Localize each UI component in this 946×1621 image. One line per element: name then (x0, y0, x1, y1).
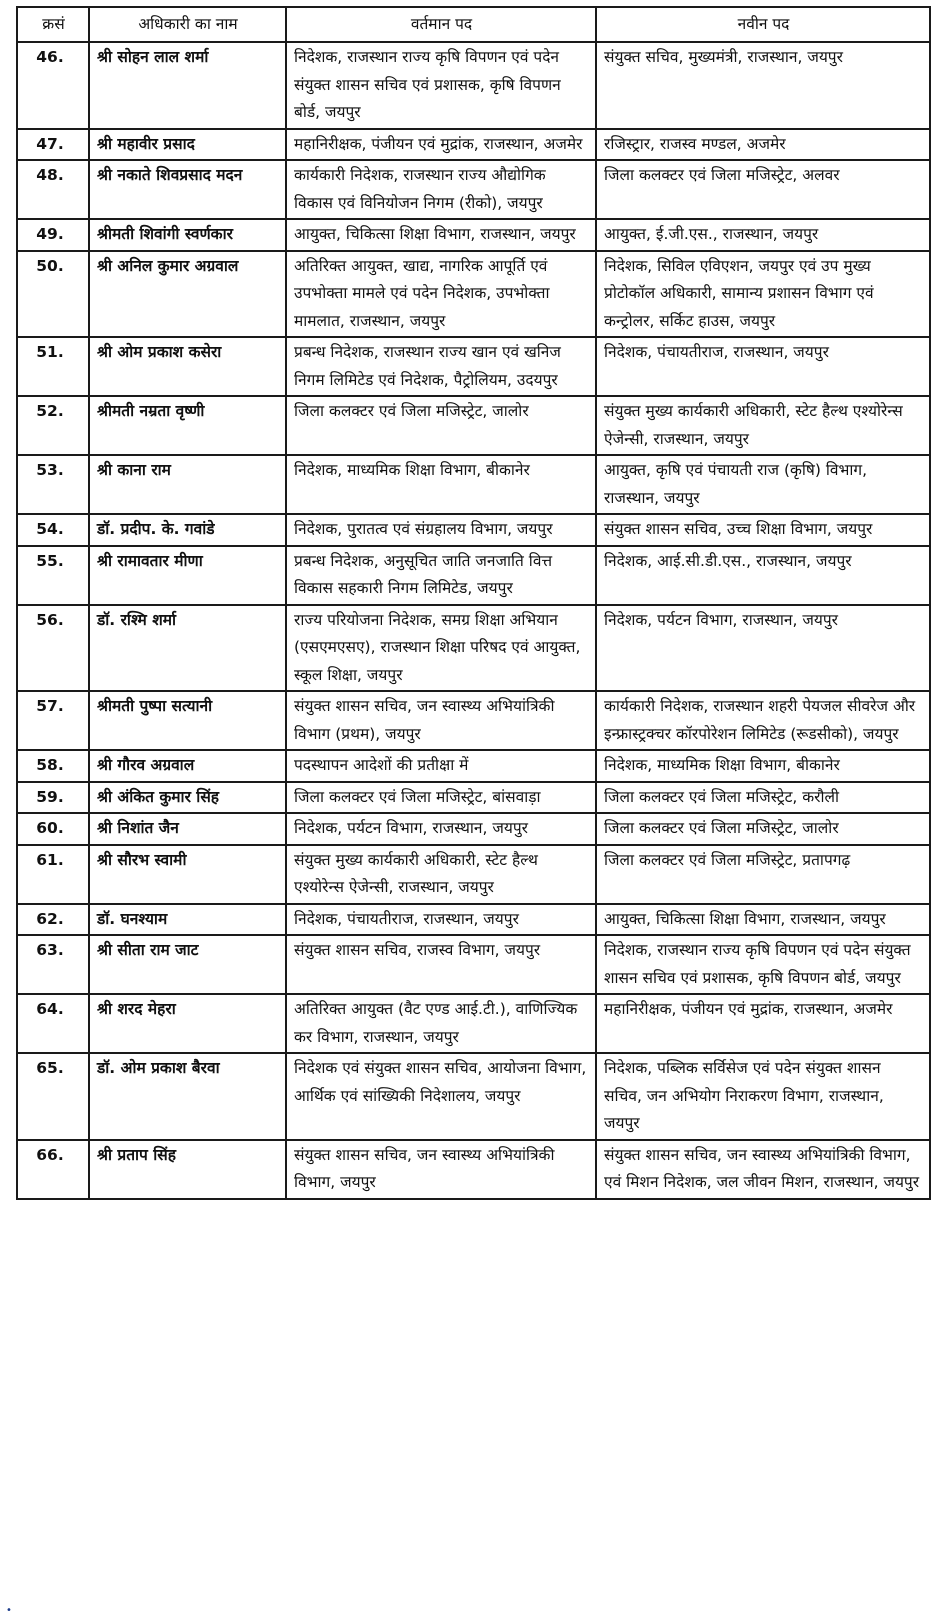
new-post: जिला कलक्टर एवं जिला मजिस्ट्रेट, अलवर (596, 160, 930, 219)
serial-number: 50. (17, 251, 89, 338)
serial-number: 59. (17, 782, 89, 814)
serial-number: 64. (17, 994, 89, 1053)
new-post: रजिस्ट्रार, राजस्व मण्डल, अजमेर (596, 129, 930, 161)
current-post: संयुक्त शासन सचिव, जन स्वास्थ्य अभियांत्रिकी विभाग, जयपुर (286, 1140, 596, 1199)
serial-number: 53. (17, 455, 89, 514)
table-row (17, 337, 930, 396)
new-post: निदेशक, आई.सी.डी.एस., राजस्थान, जयपुर (596, 546, 930, 605)
current-post: संयुक्त मुख्य कार्यकारी अधिकारी, स्टेट हैल्थ एश्योरेन्स ऐजेन्सी, राजस्थान, जयपुर (286, 845, 596, 904)
current-post: निदेशक, पंचायतीराज, राजस्थान, जयपुर (286, 904, 596, 936)
new-post: संयुक्त शासन सचिव, उच्च शिक्षा विभाग, जयपुर (596, 514, 930, 546)
officer-name: श्री अंकित कुमार सिंह (89, 782, 286, 814)
header-current-post: वर्तमान पद (286, 7, 596, 42)
new-post: आयुक्त, ई.जी.एस., राजस्थान, जयपुर (596, 219, 930, 251)
new-post: निदेशक, पब्लिक सर्विसेज एवं पदेन संयुक्त शासन सचिव, जन अभियोग निराकरण विभाग, राजस्थान, जयपुर (596, 1053, 930, 1140)
officer-name: श्री काना राम (89, 455, 286, 514)
current-post: निदेशक, माध्यमिक शिक्षा विभाग, बीकानेर (286, 455, 596, 514)
officer-name: डॉ. ओम प्रकाश बैरवा (89, 1053, 286, 1140)
new-post: संयुक्त सचिव, मुख्यमंत्री, राजस्थान, जयपुर (596, 42, 930, 129)
serial-number: 66. (17, 1140, 89, 1199)
current-post: निदेशक, राजस्थान राज्य कृषि विपणन एवं पदेन संयुक्त शासन सचिव एवं प्रशासक, कृषि विपणन बोर्ड, जयपुर (286, 42, 596, 129)
table-row (17, 455, 930, 514)
current-post: राज्य परियोजना निदेशक, समग्र शिक्षा अभियान (एसएमएसए), राजस्थान शिक्षा परिषद एवं आयुक्त, स्कूल शिक्षा, जयपुर (286, 605, 596, 692)
serial-number: 47. (17, 129, 89, 161)
current-post: जिला कलक्टर एवं जिला मजिस्ट्रेट, जालोर (286, 396, 596, 455)
table-row (17, 251, 930, 338)
officer-name: श्री गौरव अग्रवाल (89, 750, 286, 782)
new-post: निदेशक, सिविल एविएशन, जयपुर एवं उप मुख्य प्रोटोकॉल अधिकारी, सामान्य प्रशासन विभाग एवं कन्ट्रोलर, सर्किट हाउस, जयपुर (596, 251, 930, 338)
transfer-table (16, 6, 931, 1200)
serial-number: 48. (17, 160, 89, 219)
table-row (17, 514, 930, 546)
officer-name: श्री निशांत जैन (89, 813, 286, 845)
serial-number: 52. (17, 396, 89, 455)
serial-number: 62. (17, 904, 89, 936)
serial-number: 51. (17, 337, 89, 396)
current-post: निदेशक एवं संयुक्त शासन सचिव, आयोजना विभाग, आर्थिक एवं सांख्यिकी निदेशालय, जयपुर (286, 1053, 596, 1140)
officer-name: डॉ. घनश्याम (89, 904, 286, 936)
officer-name: श्रीमती शिवांगी स्वर्णकार (89, 219, 286, 251)
officer-name: श्री ओम प्रकाश कसेरा (89, 337, 286, 396)
table-row (17, 42, 930, 129)
new-post: निदेशक, राजस्थान राज्य कृषि विपणन एवं पदेन संयुक्त शासन सचिव एवं प्रशासक, कृषि विपणन बोर्ड, जयपुर (596, 935, 930, 994)
current-post: संयुक्त शासन सचिव, राजस्व विभाग, जयपुर (286, 935, 596, 994)
current-post: प्रबन्ध निदेशक, राजस्थान राज्य खान एवं खनिज निगम लिमिटेड एवं निदेशक, पैट्रोलियम, उदयपुर (286, 337, 596, 396)
current-post: महानिरीक्षक, पंजीयन एवं मुद्रांक, राजस्थान, अजमेर (286, 129, 596, 161)
officer-name: श्री अनिल कुमार अग्रवाल (89, 251, 286, 338)
officer-name: श्री रामावतार मीणा (89, 546, 286, 605)
officer-name: डॉ. प्रदीप. के. गवांडे (89, 514, 286, 546)
new-post: निदेशक, पर्यटन विभाग, राजस्थान, जयपुर (596, 605, 930, 692)
officer-name: श्री प्रताप सिंह (89, 1140, 286, 1199)
new-post: आयुक्त, कृषि एवं पंचायती राज (कृषि) विभाग, राजस्थान, जयपुर (596, 455, 930, 514)
table-row (17, 782, 930, 814)
new-post: जिला कलक्टर एवं जिला मजिस्ट्रेट, जालोर (596, 813, 930, 845)
officer-name: श्री महावीर प्रसाद (89, 129, 286, 161)
serial-number: 61. (17, 845, 89, 904)
table-row (17, 935, 930, 994)
current-post: प्रबन्ध निदेशक, अनुसूचित जाति जनजाति वित्त विकास सहकारी निगम लिमिटेड, जयपुर (286, 546, 596, 605)
serial-number: 57. (17, 691, 89, 750)
serial-number: 49. (17, 219, 89, 251)
table-row (17, 994, 930, 1053)
officer-name: श्रीमती पुष्पा सत्यानी (89, 691, 286, 750)
table-row (17, 1053, 930, 1140)
table-row (17, 219, 930, 251)
table-header (17, 7, 930, 42)
current-post: संयुक्त शासन सचिव, जन स्वास्थ्य अभियांत्रिकी विभाग (प्रथम), जयपुर (286, 691, 596, 750)
new-post: कार्यकारी निदेशक, राजस्थान शहरी पेयजल सीवरेज और इन्फ्रास्ट्रक्चर कॉरपोरेशन लिमिटेड (रूडसीको), जयपुर (596, 691, 930, 750)
officer-name: श्री सीता राम जाट (89, 935, 286, 994)
current-post: जिला कलक्टर एवं जिला मजिस्ट्रेट, बांसवाड़ा (286, 782, 596, 814)
table-row (17, 904, 930, 936)
serial-number: 60. (17, 813, 89, 845)
serial-number: 55. (17, 546, 89, 605)
officer-name: श्री नकाते शिवप्रसाद मदन (89, 160, 286, 219)
serial-number: 54. (17, 514, 89, 546)
header-serial: क्रसं (17, 7, 89, 42)
serial-number: 63. (17, 935, 89, 994)
new-post: महानिरीक्षक, पंजीयन एवं मुद्रांक, राजस्थान, अजमेर (596, 994, 930, 1053)
new-post: निदेशक, पंचायतीराज, राजस्थान, जयपुर (596, 337, 930, 396)
officer-name: श्री सौरभ स्वामी (89, 845, 286, 904)
current-post: निदेशक, पुरातत्व एवं संग्रहालय विभाग, जयपुर (286, 514, 596, 546)
table-row (17, 396, 930, 455)
table-row (17, 813, 930, 845)
table-row (17, 750, 930, 782)
current-post: अतिरिक्त आयुक्त, खाद्य, नागरिक आपूर्ति एवं उपभोक्ता मामले एवं पदेन निदेशक, उपभोक्ता मामलात, राजस्थान, जयपुर (286, 251, 596, 338)
table-row (17, 1140, 930, 1199)
officer-name: श्री शरद मेहरा (89, 994, 286, 1053)
current-post: कार्यकारी निदेशक, राजस्थान राज्य औद्योगिक विकास एवं विनियोजन निगम (रीको), जयपुर (286, 160, 596, 219)
new-post: जिला कलक्टर एवं जिला मजिस्ट्रेट, करौली (596, 782, 930, 814)
table-row (17, 160, 930, 219)
table-row (17, 546, 930, 605)
officer-name: श्रीमती नम्रता वृष्णी (89, 396, 286, 455)
table-body (17, 42, 930, 1199)
serial-number: 58. (17, 750, 89, 782)
new-post: संयुक्त शासन सचिव, जन स्वास्थ्य अभियांत्रिकी विभाग, एवं मिशन निदेशक, जल जीवन मिशन, राजस्थान, जयपुर (596, 1140, 930, 1199)
serial-number: 56. (17, 605, 89, 692)
new-post: निदेशक, माध्यमिक शिक्षा विभाग, बीकानेर (596, 750, 930, 782)
current-post: पदस्थापन आदेशों की प्रतीक्षा में (286, 750, 596, 782)
new-post: संयुक्त मुख्य कार्यकारी अधिकारी, स्टेट हैल्थ एश्योरेन्स ऐजेन्सी, राजस्थान, जयपुर (596, 396, 930, 455)
table-row (17, 691, 930, 750)
current-post: अतिरिक्त आयुक्त (वैट एण्ड आई.टी.), वाणिज्यिक कर विभाग, राजस्थान, जयपुर (286, 994, 596, 1053)
new-post: जिला कलक्टर एवं जिला मजिस्ट्रेट, प्रतापगढ़ (596, 845, 930, 904)
header-new-post: नवीन पद (596, 7, 930, 42)
current-post: आयुक्त, चिकित्सा शिक्षा विभाग, राजस्थान, जयपुर (286, 219, 596, 251)
current-post: निदेशक, पर्यटन विभाग, राजस्थान, जयपुर (286, 813, 596, 845)
header-officer-name: अधिकारी का नाम (89, 7, 286, 42)
serial-number: 46. (17, 42, 89, 129)
table-row (17, 605, 930, 692)
new-post: आयुक्त, चिकित्सा शिक्षा विभाग, राजस्थान, जयपुर (596, 904, 930, 936)
header-row (17, 7, 930, 42)
page-dot-mark: • (6, 1605, 12, 1616)
table-row (17, 845, 930, 904)
officer-name: डॉ. रश्मि शर्मा (89, 605, 286, 692)
table-row (17, 129, 930, 161)
serial-number: 65. (17, 1053, 89, 1140)
officer-name: श्री सोहन लाल शर्मा (89, 42, 286, 129)
